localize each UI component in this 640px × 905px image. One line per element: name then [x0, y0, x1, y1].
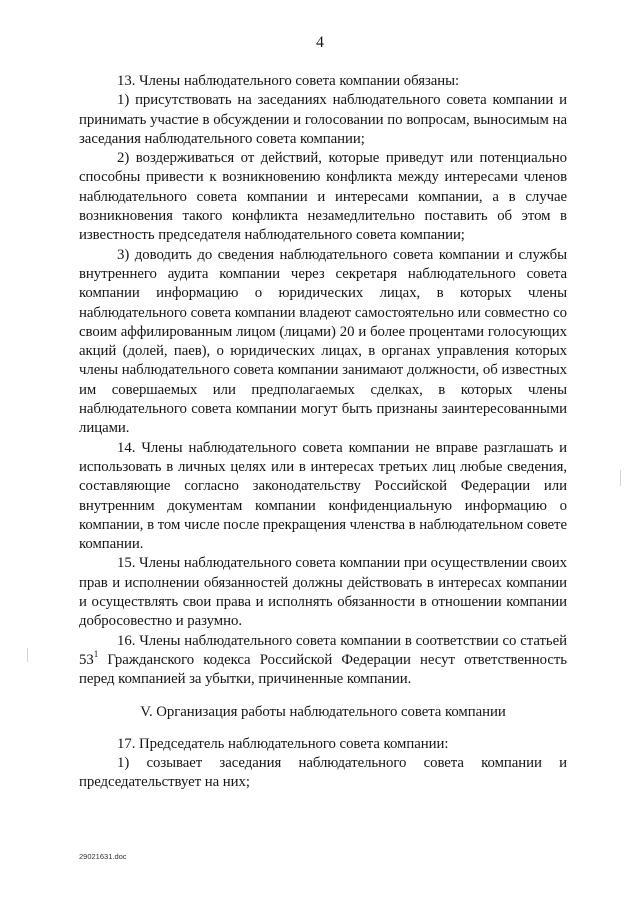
paragraph-16-text-start: 16. Члены наблюдательного совета компании в соответствии со статьей 53	[79, 632, 567, 668]
document-body	[79, 72, 567, 793]
article-superscript: 1	[93, 648, 99, 659]
paragraph-16-text-end: Гражданского кодекса Российской Федерации несут ответственность перед компанией за убытки, причиненные компании.	[79, 651, 567, 688]
paragraph-15: 15. Члены наблюдательного совета компании при осуществлении своих прав и исполнении обязанностей должны действовать в интересах компании и осуществлять свои права и исполнять обязанности в отношении компании добросовестно и разумно.	[79, 555, 567, 630]
paragraph-17-item-1: 1) созывает заседания наблюдательного совета компании и председательствует на них;	[79, 755, 567, 791]
scan-margin-mark	[620, 470, 621, 486]
paragraph-17-heading: 17. Председатель наблюдательного совета компании:	[117, 735, 449, 752]
paragraph-13-item-1: 1) присутствовать на заседаниях наблюдательного совета компании и принимать участие в обсуждении и голосовании по вопросам, выносимым на заседания наблюдательного совета компании;	[79, 92, 567, 147]
paragraph-13-item-2: 2) воздерживаться от действий, которые приведут или потенциально способны привести к возникновению конфликта между интересами членов наблюдательного совета компании и интересами компании, а в случае возникновения такого конфликта незамедлительно поставить об этом в известность председателя наблюдательного совета компании;	[79, 150, 567, 244]
paragraph-13-heading: 13. Члены наблюдательного совета компании обязаны:	[117, 73, 460, 89]
paragraph-13-item-3: 3) доводить до сведения наблюдательного совета компании и службы внутреннего аудита компании через секретаря наблюдательного совета компании информацию о юридических лицах, в которых члены наблюдательного совета компании владеют самостоятельно или совместно со своим аффилированным лицом (лицами) 20 и более процентами голосующих акций (долей, паев), о юридических лицах, в органах управления которых члены наблюдательного совета компании занимают должности, об известных им совершаемых или предполагаемых сделках, в которых члены наблюдательного совета компании могут быть признаны заинтересованными лицами.	[79, 246, 567, 437]
paragraph-16	[79, 632, 567, 690]
section-heading: V. Организация работы наблюдательного совета компании	[140, 703, 506, 720]
page-number: 4	[316, 34, 324, 51]
scan-margin-mark	[27, 648, 28, 662]
paragraph-14: 14. Члены наблюдательного совета компании не вправе разглашать и использовать в личных целях или в интересах третьих лиц любые сведения, составляющие согласно законодательству Российской Федерации или внутренним документам компании конфиденциальную информацию о компании, в том числе после прекращения членства в наблюдательном совете компании.	[79, 439, 567, 553]
file-name-footer: 29021631.doc	[79, 852, 127, 861]
